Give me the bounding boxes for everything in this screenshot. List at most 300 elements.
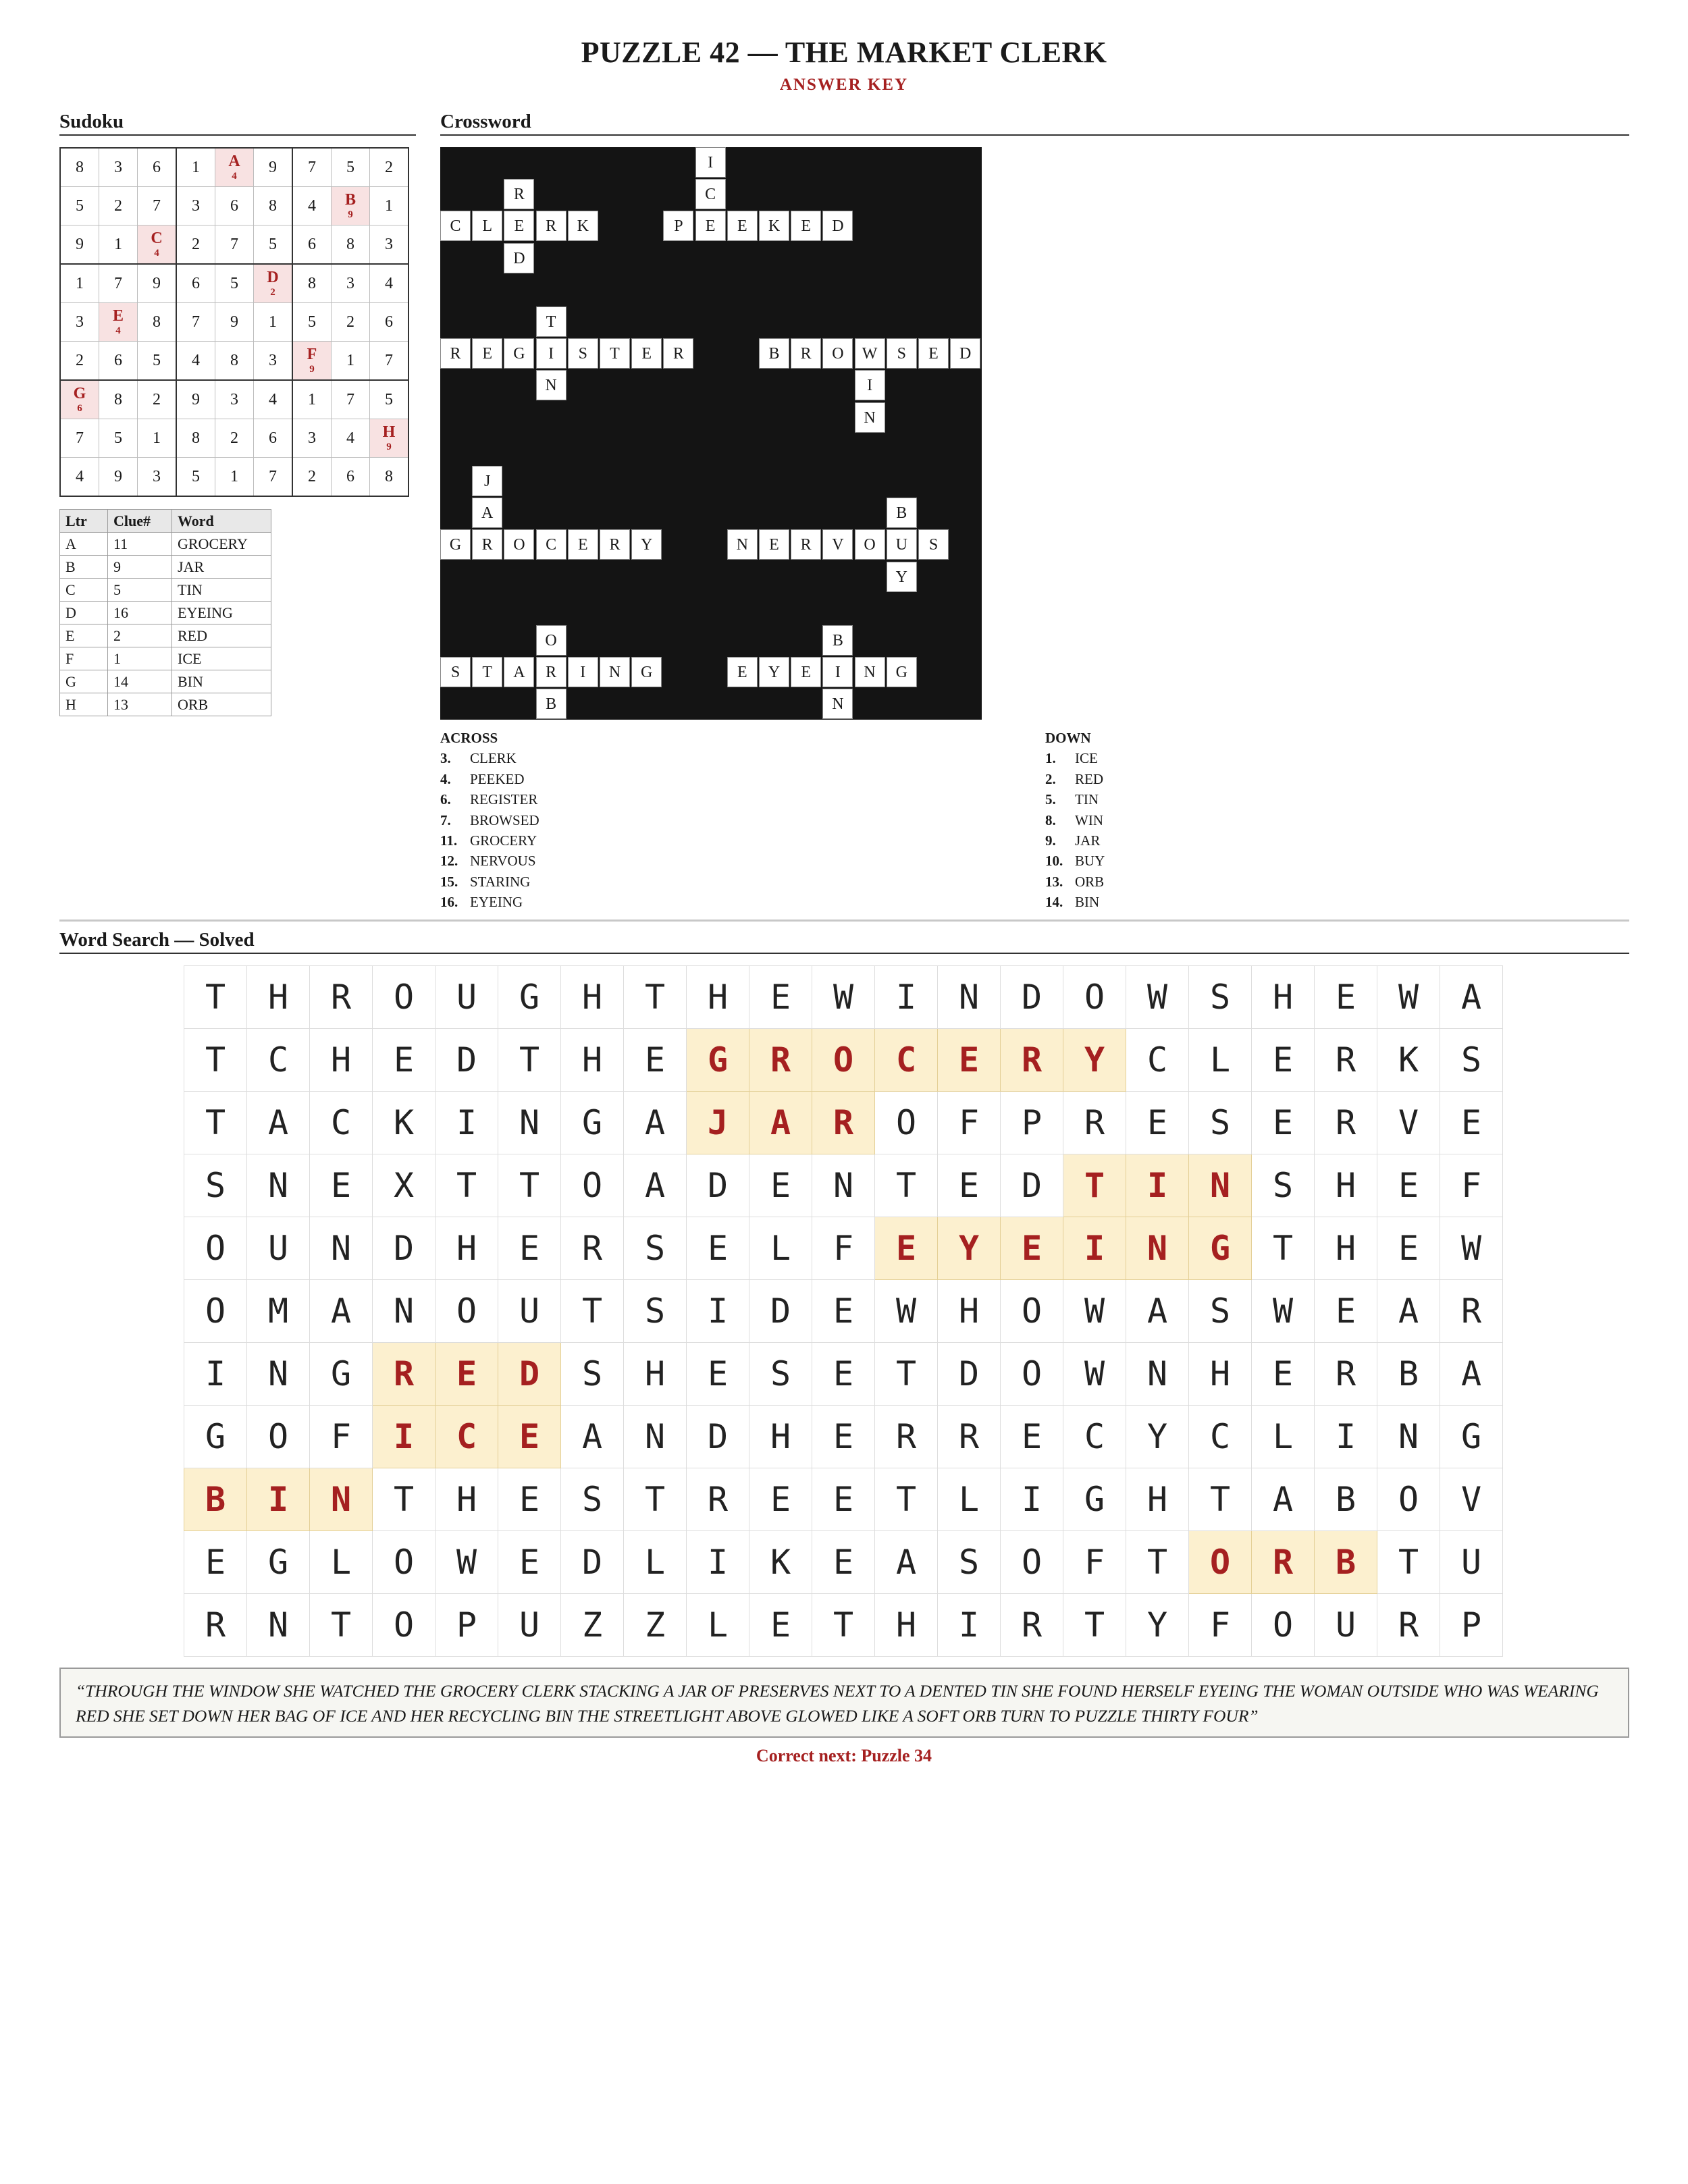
key-table-row (60, 602, 271, 624)
sudoku-cell: 7 (60, 419, 99, 458)
wordsearch-row (184, 1092, 1503, 1154)
key-table-row (60, 533, 271, 556)
crossword-cell: B (822, 625, 853, 656)
sudoku-cell: 7 (215, 225, 254, 265)
wordsearch-cell: E (1252, 1343, 1315, 1406)
wordsearch-cell: Y (1126, 1594, 1189, 1657)
crossword-heading: Crossword (440, 111, 1629, 136)
wordsearch-cell: E (1126, 1092, 1189, 1154)
crossword-cell: R (791, 338, 821, 369)
sudoku-cell: 1 (60, 264, 99, 303)
key-table-cell: 2 (108, 624, 172, 647)
sudoku-cell: 3 (176, 187, 215, 225)
wordsearch-cell: Y (1126, 1406, 1189, 1468)
crossword-cell: R (663, 338, 693, 369)
sudoku-hidden-value: 4 (154, 248, 159, 259)
wordsearch-cell: B (1315, 1531, 1377, 1594)
wordsearch-cell: L (1252, 1406, 1315, 1468)
wordsearch-cell: S (1440, 1029, 1503, 1092)
clue-answer: ICE (1075, 750, 1098, 767)
wordsearch-cell: S (938, 1531, 1001, 1594)
sudoku-cell: 9 (215, 303, 254, 342)
sudoku-letter: G (73, 385, 86, 402)
clue-answer: EYEING (470, 894, 523, 911)
sudoku-row (60, 458, 408, 497)
wordsearch-cell: I (687, 1531, 749, 1594)
key-table-row (60, 579, 271, 602)
crossword-cell: E (631, 338, 662, 369)
crossword-cell: A (472, 498, 502, 528)
sudoku-cell: 3 (215, 380, 254, 419)
sudoku-row (60, 303, 408, 342)
wordsearch-cell: E (624, 1029, 687, 1092)
key-table-cell: G (60, 670, 108, 693)
down-clue (1045, 892, 1105, 912)
sudoku-letter: H (382, 423, 396, 441)
sudoku-cell: 3 (99, 148, 138, 187)
wordsearch-cell: E (498, 1468, 561, 1531)
wordsearch-cell: H (1315, 1154, 1377, 1217)
across-clue (440, 892, 539, 912)
wordsearch-cell: O (1001, 1343, 1063, 1406)
next-puzzle-note: Correct next: Puzzle 34 (756, 1746, 932, 1765)
wordsearch-cell: E (938, 1154, 1001, 1217)
sudoku-cell: 6 (99, 342, 138, 381)
wordsearch-cell: E (687, 1343, 749, 1406)
across-clue (440, 872, 539, 892)
clue-number: 14. (1045, 894, 1063, 911)
wordsearch-cell: H (749, 1406, 812, 1468)
wordsearch-cell: E (812, 1531, 875, 1594)
wordsearch-cell: Y (1063, 1029, 1126, 1092)
wordsearch-cell: E (310, 1154, 373, 1217)
key-table-cell: 5 (108, 579, 172, 602)
crossword-cell: S (918, 529, 949, 560)
wordsearch-cell: D (749, 1280, 812, 1343)
sudoku-hidden-value: 6 (77, 403, 82, 414)
wordsearch-cell: G (184, 1406, 247, 1468)
key-table-cell: GROCERY (172, 533, 271, 556)
wordsearch-cell: T (1252, 1217, 1315, 1280)
wordsearch-cell: E (184, 1531, 247, 1594)
sudoku-cell: 8 (176, 419, 215, 458)
clue-answer: BUY (1075, 853, 1105, 870)
wordsearch-cell: C (1063, 1406, 1126, 1468)
wordsearch-cell: T (624, 1468, 687, 1531)
key-table-cell: 14 (108, 670, 172, 693)
sudoku-row (60, 264, 408, 303)
sudoku-cell: 2 (332, 303, 370, 342)
wordsearch-cell: H (436, 1468, 498, 1531)
wordsearch-cell: O (1377, 1468, 1440, 1531)
wordsearch-cell: N (498, 1092, 561, 1154)
wordsearch-cell: N (373, 1280, 436, 1343)
sudoku-hidden-value: 4 (232, 171, 237, 182)
wordsearch-cell: D (561, 1531, 624, 1594)
key-table-row (60, 556, 271, 579)
wordsearch-cell: U (247, 1217, 310, 1280)
wordsearch-cell: V (1440, 1468, 1503, 1531)
sudoku-cell: 7 (176, 303, 215, 342)
sudoku-hidden-value: 4 (115, 325, 121, 336)
crossword-cell: E (504, 211, 534, 241)
crossword-cell: N (855, 402, 885, 433)
wordsearch-cell: O (1001, 1280, 1063, 1343)
wordsearch-cell: B (184, 1468, 247, 1531)
clue-answer: GROCERY (470, 832, 537, 849)
sudoku-cell: 6 (215, 187, 254, 225)
crossword-cell: A (504, 657, 534, 687)
crossword-cell: D (504, 243, 534, 273)
sudoku-cell: 7 (254, 458, 293, 497)
wordsearch-cell: T (498, 1029, 561, 1092)
wordsearch-cell: I (373, 1406, 436, 1468)
wordsearch-cell: E (749, 966, 812, 1029)
sudoku-cell (332, 187, 370, 225)
sudoku-cell (254, 264, 293, 303)
crossword-cell: R (504, 179, 534, 209)
wordsearch-cell: I (687, 1280, 749, 1343)
sudoku-cell: 5 (254, 225, 293, 265)
wordsearch-cell: A (561, 1406, 624, 1468)
wordsearch-row (184, 1406, 1503, 1468)
wordsearch-cell: A (1252, 1468, 1315, 1531)
wordsearch-cell: E (812, 1406, 875, 1468)
wordsearch-cell: H (310, 1029, 373, 1092)
wordsearch-cell: W (1252, 1280, 1315, 1343)
wordsearch-cell: A (624, 1092, 687, 1154)
crossword-cell: K (568, 211, 598, 241)
wordsearch-cell: O (247, 1406, 310, 1468)
sudoku-cell: 1 (99, 225, 138, 265)
clue-answer: NERVOUS (470, 853, 536, 870)
sudoku-row (60, 419, 408, 458)
wordsearch-cell: H (247, 966, 310, 1029)
clue-answer: ORB (1075, 873, 1105, 890)
wordsearch-cell: A (1377, 1280, 1440, 1343)
crossword-cell: S (568, 338, 598, 369)
sudoku-hidden-value: 2 (270, 287, 275, 298)
crossword-cell: R (472, 529, 502, 560)
sudoku-cell: 1 (176, 148, 215, 187)
wordsearch-cell: V (1377, 1092, 1440, 1154)
down-clue (1045, 748, 1105, 768)
sudoku-cell (99, 303, 138, 342)
key-table-cell: 1 (108, 647, 172, 670)
clue-number: 11. (440, 832, 458, 849)
clue-number: 8. (1045, 811, 1056, 828)
wordsearch-cell: O (373, 1594, 436, 1657)
wordsearch-cell: A (247, 1092, 310, 1154)
wordsearch-cell: H (624, 1343, 687, 1406)
crossword-cell: R (791, 529, 821, 560)
wordsearch-cell: K (1377, 1029, 1440, 1092)
sudoku-letter: F (307, 346, 317, 363)
crossword-cell: E (695, 211, 726, 241)
wordsearch-cell: H (561, 966, 624, 1029)
wordsearch-cell: E (1252, 1029, 1315, 1092)
wordsearch-cell: H (436, 1217, 498, 1280)
sudoku-hidden-value: 9 (348, 209, 353, 220)
wordsearch-cell: E (1315, 966, 1377, 1029)
sudoku-cell: 3 (292, 419, 332, 458)
wordsearch-cell: R (875, 1406, 938, 1468)
wordsearch-cell: E (812, 1280, 875, 1343)
key-table-header: Word (172, 510, 271, 533)
sudoku-cell: 2 (176, 225, 215, 265)
sudoku-cell (215, 148, 254, 187)
wordsearch-cell: M (247, 1280, 310, 1343)
across-clues (440, 728, 539, 913)
wordsearch-cell: U (436, 966, 498, 1029)
sudoku-cell: 7 (292, 148, 332, 187)
wordsearch-cell: F (1063, 1531, 1126, 1594)
sudoku-letter: E (112, 307, 124, 325)
wordsearch-cell: F (938, 1092, 1001, 1154)
crossword-cell: R (440, 338, 471, 369)
wordsearch-cell: D (687, 1406, 749, 1468)
sudoku-cell: 6 (254, 419, 293, 458)
crossword-cell: G (504, 338, 534, 369)
sudoku-row (60, 148, 408, 187)
crossword-cell: N (600, 657, 630, 687)
wordsearch-cell: I (1001, 1468, 1063, 1531)
wordsearch-cell: O (875, 1092, 938, 1154)
sudoku-letter: B (344, 191, 356, 209)
wordsearch-cell: W (875, 1280, 938, 1343)
sudoku-cell: 2 (99, 187, 138, 225)
crossword-cell: I (822, 657, 853, 687)
wordsearch-cell: R (812, 1092, 875, 1154)
wordsearch-cell: L (687, 1594, 749, 1657)
key-table-cell: C (60, 579, 108, 602)
wordsearch-cell: W (1440, 1217, 1503, 1280)
sudoku-cell: 3 (60, 303, 99, 342)
crossword-cell: D (950, 338, 980, 369)
key-table-cell: ORB (172, 693, 271, 716)
sudoku-cell: 1 (215, 458, 254, 497)
key-table-cell: H (60, 693, 108, 716)
sudoku-cell: 5 (215, 264, 254, 303)
key-table-cell: RED (172, 624, 271, 647)
wordsearch-cell: T (1063, 1594, 1126, 1657)
wordsearch-cell: L (749, 1217, 812, 1280)
clue-answer: REGISTER (470, 791, 538, 808)
wordsearch-cell: O (1189, 1531, 1252, 1594)
sudoku-cell: 1 (254, 303, 293, 342)
key-table-row (60, 670, 271, 693)
wordsearch-cell: S (749, 1343, 812, 1406)
key-table-cell: B (60, 556, 108, 579)
key-table-row (60, 647, 271, 670)
clue-number: 16. (440, 894, 458, 911)
wordsearch-cell: A (875, 1531, 938, 1594)
wordsearch-cell: R (373, 1343, 436, 1406)
crossword-cell: E (918, 338, 949, 369)
sudoku-row (60, 225, 408, 265)
down-heading: DOWN (1045, 730, 1091, 746)
wordsearch-cell: G (310, 1343, 373, 1406)
wordsearch-cell: E (1315, 1280, 1377, 1343)
sudoku-cell: 7 (332, 380, 370, 419)
clue-answer: BROWSED (470, 811, 539, 828)
wordsearch-cell: T (624, 966, 687, 1029)
clue-answer: BIN (1075, 894, 1100, 911)
wordsearch-cell: I (1063, 1217, 1126, 1280)
crossword-cell: E (791, 211, 821, 241)
wordsearch-cell: N (812, 1154, 875, 1217)
wordsearch-cell: K (749, 1531, 812, 1594)
wordsearch-cell: T (1063, 1154, 1126, 1217)
wordsearch-cell: A (1440, 966, 1503, 1029)
wordsearch-cell: Z (624, 1594, 687, 1657)
page-title: PUZZLE 42 — THE MARKET CLERK (581, 36, 1107, 69)
crossword-cell: B (759, 338, 789, 369)
wordsearch-cell: E (1377, 1217, 1440, 1280)
wordsearch-cell: I (436, 1092, 498, 1154)
crossword-cell: K (759, 211, 789, 241)
wordsearch-cell: C (1189, 1406, 1252, 1468)
wordsearch-cell: D (687, 1154, 749, 1217)
crossword-cell: G (887, 657, 917, 687)
wordsearch-cell: E (1252, 1092, 1315, 1154)
key-table-cell: F (60, 647, 108, 670)
wordsearch-cell: W (436, 1531, 498, 1594)
key-table-cell: EYEING (172, 602, 271, 624)
sudoku-cell: 7 (370, 342, 409, 381)
crossword-cell: E (568, 529, 598, 560)
wordsearch-cell: N (1377, 1406, 1440, 1468)
wordsearch-row (184, 1531, 1503, 1594)
key-table-row (60, 693, 271, 716)
sudoku-cell: 8 (215, 342, 254, 381)
wordsearch-cell: O (1063, 966, 1126, 1029)
wordsearch-cell: P (1001, 1092, 1063, 1154)
crossword-cell: B (536, 689, 566, 719)
sudoku-cell: 4 (60, 458, 99, 497)
clue-number: 7. (440, 811, 451, 828)
wordsearch-cell: S (561, 1468, 624, 1531)
wordsearch-cell: T (1189, 1468, 1252, 1531)
sudoku-cell: 8 (332, 225, 370, 265)
key-table-cell: E (60, 624, 108, 647)
wordsearch-cell: O (1252, 1594, 1315, 1657)
wordsearch-cell: R (1440, 1280, 1503, 1343)
wordsearch-cell: N (1189, 1154, 1252, 1217)
crossword-grid (440, 147, 982, 720)
sudoku-heading: Sudoku (59, 111, 416, 136)
wordsearch-cell: C (436, 1406, 498, 1468)
wordsearch-cell: I (247, 1468, 310, 1531)
wordsearch-cell: A (1126, 1280, 1189, 1343)
crossword-cell: C (695, 179, 726, 209)
wordsearch-cell: H (875, 1594, 938, 1657)
wordsearch-cell: T (875, 1154, 938, 1217)
sudoku-cell: 1 (138, 419, 177, 458)
clue-answer: CLERK (470, 750, 517, 767)
wordsearch-cell: O (373, 966, 436, 1029)
sudoku-cell: 2 (292, 458, 332, 497)
wordsearch-cell: L (1189, 1029, 1252, 1092)
wordsearch-cell: R (1252, 1531, 1315, 1594)
sudoku-cell: 1 (332, 342, 370, 381)
sudoku-cell: 9 (176, 380, 215, 419)
wordsearch-cell: G (1440, 1406, 1503, 1468)
clue-number: 5. (1045, 791, 1056, 808)
down-clue (1045, 810, 1105, 830)
page-subtitle: ANSWER KEY (779, 76, 909, 94)
key-table-cell: 9 (108, 556, 172, 579)
sudoku-letter: D (267, 269, 279, 286)
wordsearch-row (184, 1343, 1503, 1406)
key-table-cell: JAR (172, 556, 271, 579)
sudoku-row (60, 380, 408, 419)
wordsearch-cell: S (561, 1343, 624, 1406)
wordsearch-cell: C (247, 1029, 310, 1092)
crossword-cell: W (855, 338, 885, 369)
wordsearch-cell: N (624, 1406, 687, 1468)
clue-number: 3. (440, 750, 451, 767)
wordsearch-cell: O (1001, 1531, 1063, 1594)
wordsearch-cell: L (624, 1531, 687, 1594)
crossword-cell: Y (631, 529, 662, 560)
sudoku-cell: 2 (215, 419, 254, 458)
crossword-cell: V (822, 529, 853, 560)
wordsearch-cell: H (561, 1029, 624, 1092)
sudoku-cell: 3 (138, 458, 177, 497)
wordsearch-cell: F (812, 1217, 875, 1280)
wordsearch-cell: W (1063, 1343, 1126, 1406)
crossword-cell: E (472, 338, 502, 369)
crossword-cell: Y (887, 562, 917, 592)
crossword-cell: C (440, 211, 471, 241)
sudoku-cell: 6 (332, 458, 370, 497)
crossword-cell: C (536, 529, 566, 560)
crossword-cell: T (536, 307, 566, 337)
crossword-cell: R (536, 657, 566, 687)
crossword-cell: N (822, 689, 853, 719)
wordsearch-cell: D (1001, 1154, 1063, 1217)
sudoku-cell: 7 (99, 264, 138, 303)
key-table-cell: D (60, 602, 108, 624)
wordsearch-row (184, 1029, 1503, 1092)
wordsearch-cell: N (247, 1343, 310, 1406)
wordsearch-cell: E (1001, 1217, 1063, 1280)
sudoku-cell: 9 (138, 264, 177, 303)
across-clue (440, 789, 539, 809)
crossword-cell: R (600, 529, 630, 560)
crossword-cell: E (727, 657, 758, 687)
sudoku-cell: 6 (176, 264, 215, 303)
wordsearch-cell: W (1063, 1280, 1126, 1343)
clue-number: 12. (440, 853, 458, 870)
wordsearch-cell: A (1440, 1343, 1503, 1406)
crossword-cell: S (440, 657, 471, 687)
wordsearch-cell: R (749, 1029, 812, 1092)
sudoku-cell: 2 (370, 148, 409, 187)
wordsearch-cell: C (1126, 1029, 1189, 1092)
wordsearch-cell: C (310, 1092, 373, 1154)
crossword-cell: E (727, 211, 758, 241)
wordsearch-cell: F (310, 1406, 373, 1468)
wordsearch-cell: R (184, 1594, 247, 1657)
wordsearch-cell: T (875, 1468, 938, 1531)
answer-key-table (59, 509, 271, 716)
key-table-cell: A (60, 533, 108, 556)
wordsearch-cell: A (624, 1154, 687, 1217)
wordsearch-cell: H (938, 1280, 1001, 1343)
wordsearch-cell: N (247, 1154, 310, 1217)
